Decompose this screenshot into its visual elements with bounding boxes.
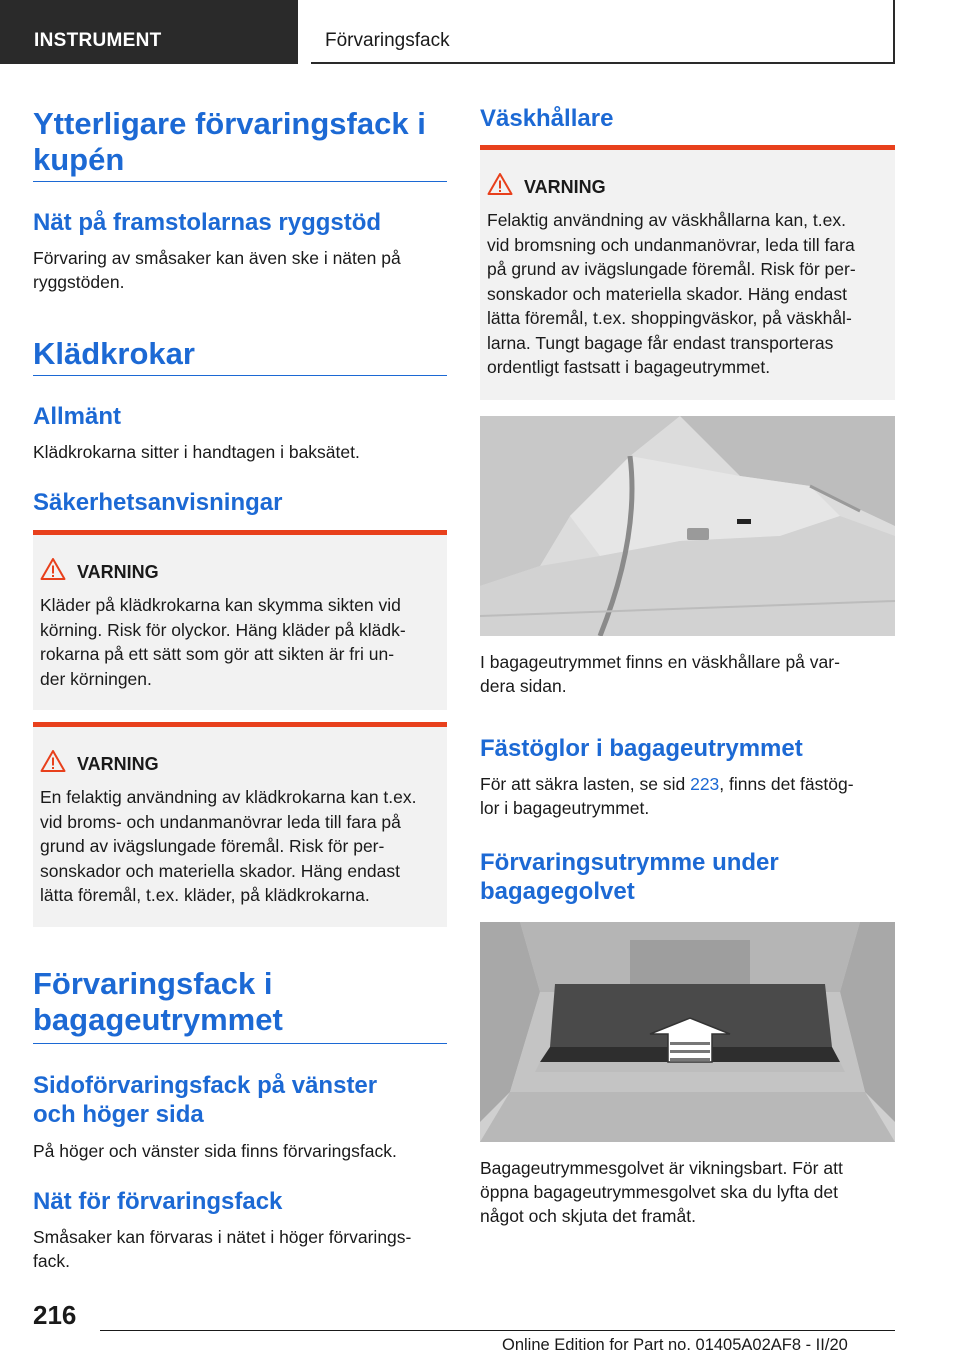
lashing-text-end: , finns det fästög- lor i bagageutrymmet. [480, 774, 854, 818]
heading-trunk-storage: Förvaringsfack i bagageutrymmet [33, 966, 283, 1037]
page-link[interactable]: 223 [690, 774, 720, 794]
warning-icon [40, 749, 66, 773]
heading-net-storage: Nät för förvaringsfack [33, 1188, 283, 1215]
lashing-text: För att säkra lasten, se sid [480, 774, 691, 794]
section-title: INSTRUMENT [34, 30, 162, 51]
warning-title: VARNING [77, 754, 159, 774]
footer-rule [100, 1330, 895, 1331]
warning-title: VARNING [524, 177, 606, 197]
edition-text: Online Edition for Part no. 01405A02AF8 - II/20 [502, 1336, 848, 1354]
paragraph-side-storage: På höger och vänster sida finns förvaringsfack. [33, 1141, 397, 1161]
chapter-tab [311, 0, 895, 64]
heading-lashing-eyes: Fästöglor i bagageutrymmet [480, 735, 803, 762]
warning-box [33, 530, 447, 710]
heading-bag-hook: Väskhållare [480, 105, 614, 132]
warning-icon [487, 172, 513, 196]
warning-box [480, 145, 895, 400]
paragraph-bag-hook: I bagageutrymmet finns en väskhållare på var- dera sidan. [480, 652, 840, 696]
page-number: 216 [33, 1300, 77, 1330]
trunk-floor-photo [480, 922, 895, 1142]
warning-text: Felaktig användning av väskhållarna kan, t.ex. vid bromsning och undanmanövrar, leda till fara på grund av ivägslungade föremål. Risk för per- sonskador och materiella skador. Häng endast lätta föremål, t.ex. shoppingväskor, på väskhål- larna. Tungt bagage får endast transporteras ordentligt fastsatt i bagageutrymmet. [487, 210, 856, 377]
heading-rule [33, 375, 447, 376]
warning-title: VARNING [77, 562, 159, 582]
warning-text: Kläder på klädkrokarna kan skymma sikten vid körning. Risk för olyckor. Häng kläder på klädk- rokarna på ett sätt som gör att sikten är fri un- der körningen. [40, 595, 406, 689]
heading-side-storage: Sidoförvaringsfack på vänster och höger sida [33, 1072, 378, 1128]
heading-rule [33, 181, 447, 182]
trunk-floor-illustration [480, 922, 895, 1142]
section-tab [0, 0, 298, 64]
trunk-side-illustration [480, 416, 895, 636]
heading-coat-hooks: Klädkrokar [33, 336, 195, 371]
heading-seat-net: Nät på framstolarnas ryggstöd [33, 209, 382, 236]
warning-text: En felaktig användning av klädkrokarna kan t.ex. vid broms- och undanmanövrar leda till fara på grund av ivägslungade föremål. Risk för per- sonskador och materiella skador. Häng endast lätta föremål, t.ex. kläder, på klädkrokarna. [40, 787, 417, 905]
heading-under-floor: Förvaringsutrymme under bagagegolvet [480, 849, 779, 905]
heading-extra-storage: Ytterligare förvaringsfack i kupén [33, 106, 426, 177]
warning-box [33, 722, 447, 927]
paragraph-lashing-eyes [480, 772, 854, 820]
chapter-title: Förvaringsfack [325, 30, 450, 51]
heading-safety: Säkerhetsanvisningar [33, 489, 283, 516]
paragraph-seat-net: Förvaring av småsaker kan även ske i näten på ryggstöden. [33, 248, 401, 292]
paragraph-net-storage: Småsaker kan förvaras i nätet i höger förvarings- fack. [33, 1227, 412, 1271]
heading-general: Allmänt [33, 403, 122, 430]
paragraph-general: Klädkrokarna sitter i handtagen i baksätet. [33, 442, 360, 462]
bag-hook-photo [480, 416, 895, 636]
heading-rule [33, 1043, 447, 1044]
warning-icon [40, 557, 66, 581]
paragraph-under-floor: Bagageutrymmesgolvet är vikningsbart. För att öppna bagageutrymmesgolvet ska du lyfta det något och skjuta det framåt. [480, 1158, 843, 1226]
